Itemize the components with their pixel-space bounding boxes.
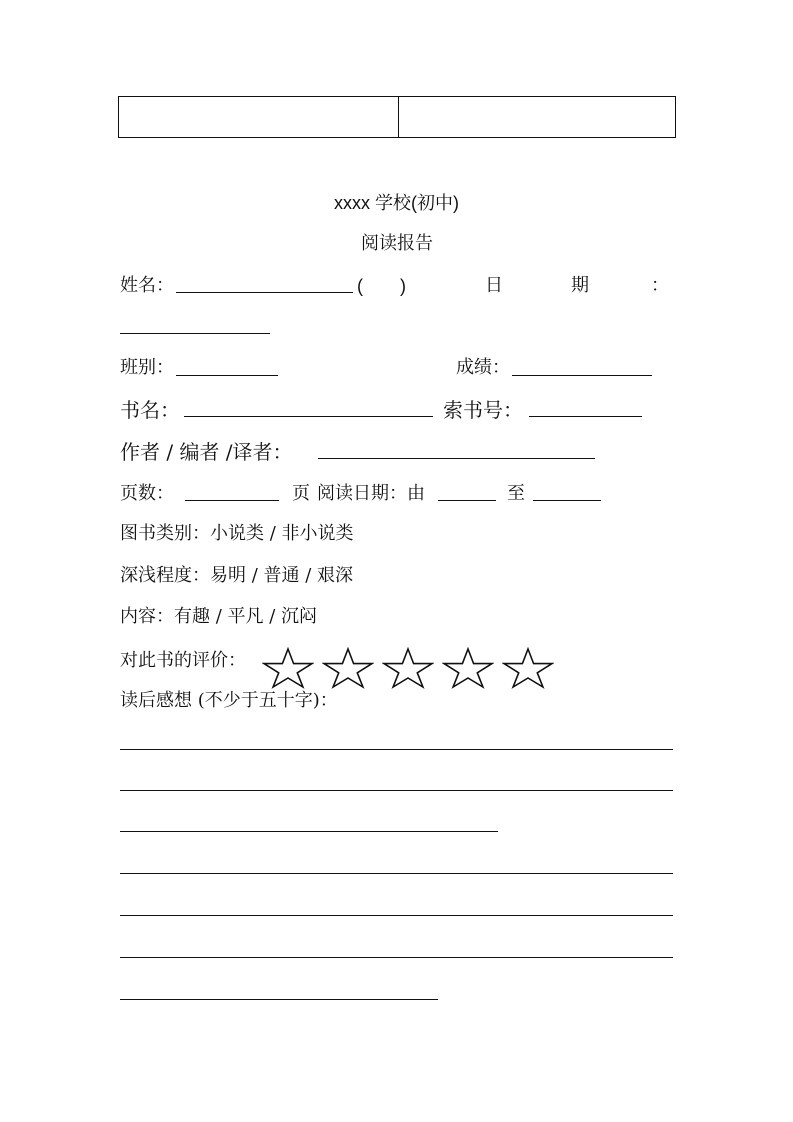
book-name-label: 书名： bbox=[120, 398, 180, 422]
name-paren-open: ( bbox=[357, 276, 363, 296]
pages-field[interactable] bbox=[185, 500, 279, 501]
reflection-line[interactable] bbox=[120, 790, 673, 791]
reflection-line[interactable] bbox=[120, 873, 673, 874]
difficulty-level: 深浅程度：易明 / 普通 / 艰深 bbox=[120, 565, 354, 586]
rating-label: 对此书的评价： bbox=[120, 650, 246, 671]
reflection-line[interactable] bbox=[120, 999, 438, 1000]
name-label: 姓名： bbox=[120, 275, 174, 296]
star-icon[interactable] bbox=[442, 647, 494, 689]
read-date-from-field[interactable] bbox=[438, 500, 496, 501]
reflection-line[interactable] bbox=[120, 915, 673, 916]
date-field[interactable] bbox=[120, 333, 270, 334]
read-date-to-label: 至 bbox=[507, 483, 525, 504]
header-table-divider bbox=[398, 97, 399, 137]
class-label: 班别： bbox=[120, 357, 174, 378]
reflection-line[interactable] bbox=[120, 831, 498, 832]
read-date-label: 阅读日期：由 bbox=[317, 483, 425, 504]
reflection-line[interactable] bbox=[120, 749, 673, 750]
reflection-label: 读后感想 (不少于五十字)： bbox=[120, 690, 338, 711]
star-icon[interactable] bbox=[322, 647, 374, 689]
author-label: 作者 / 编者 /译者： bbox=[120, 440, 293, 464]
call-number-field[interactable] bbox=[529, 416, 642, 417]
name-field[interactable] bbox=[176, 292, 353, 293]
score-label: 成绩： bbox=[456, 357, 510, 378]
read-date-to-field[interactable] bbox=[533, 500, 601, 501]
school-title: xxxx 学校(初中) bbox=[334, 193, 459, 213]
call-number-label: 索书号： bbox=[443, 398, 523, 422]
content-type: 内容：有趣 / 平凡 / 沉闷 bbox=[120, 606, 318, 627]
pages-unit: 页 bbox=[292, 483, 310, 504]
pages-label: 页数： bbox=[120, 483, 174, 504]
reflection-line[interactable] bbox=[120, 957, 673, 958]
star-icon[interactable] bbox=[382, 647, 434, 689]
date-label-char2: 期 bbox=[571, 275, 589, 296]
star-icon[interactable] bbox=[502, 647, 554, 689]
report-title: 阅读报告 bbox=[361, 233, 433, 254]
star-icon[interactable] bbox=[262, 647, 314, 689]
name-paren-close: ) bbox=[400, 276, 406, 296]
class-field[interactable] bbox=[176, 375, 278, 376]
score-field[interactable] bbox=[512, 375, 652, 376]
date-label-char1: 日 bbox=[485, 275, 503, 296]
book-category: 图书类别：小说类 / 非小说类 bbox=[120, 523, 354, 544]
date-label-colon: ： bbox=[651, 275, 669, 296]
book-name-field[interactable] bbox=[184, 416, 433, 417]
header-table bbox=[118, 96, 676, 138]
author-field[interactable] bbox=[318, 458, 595, 459]
